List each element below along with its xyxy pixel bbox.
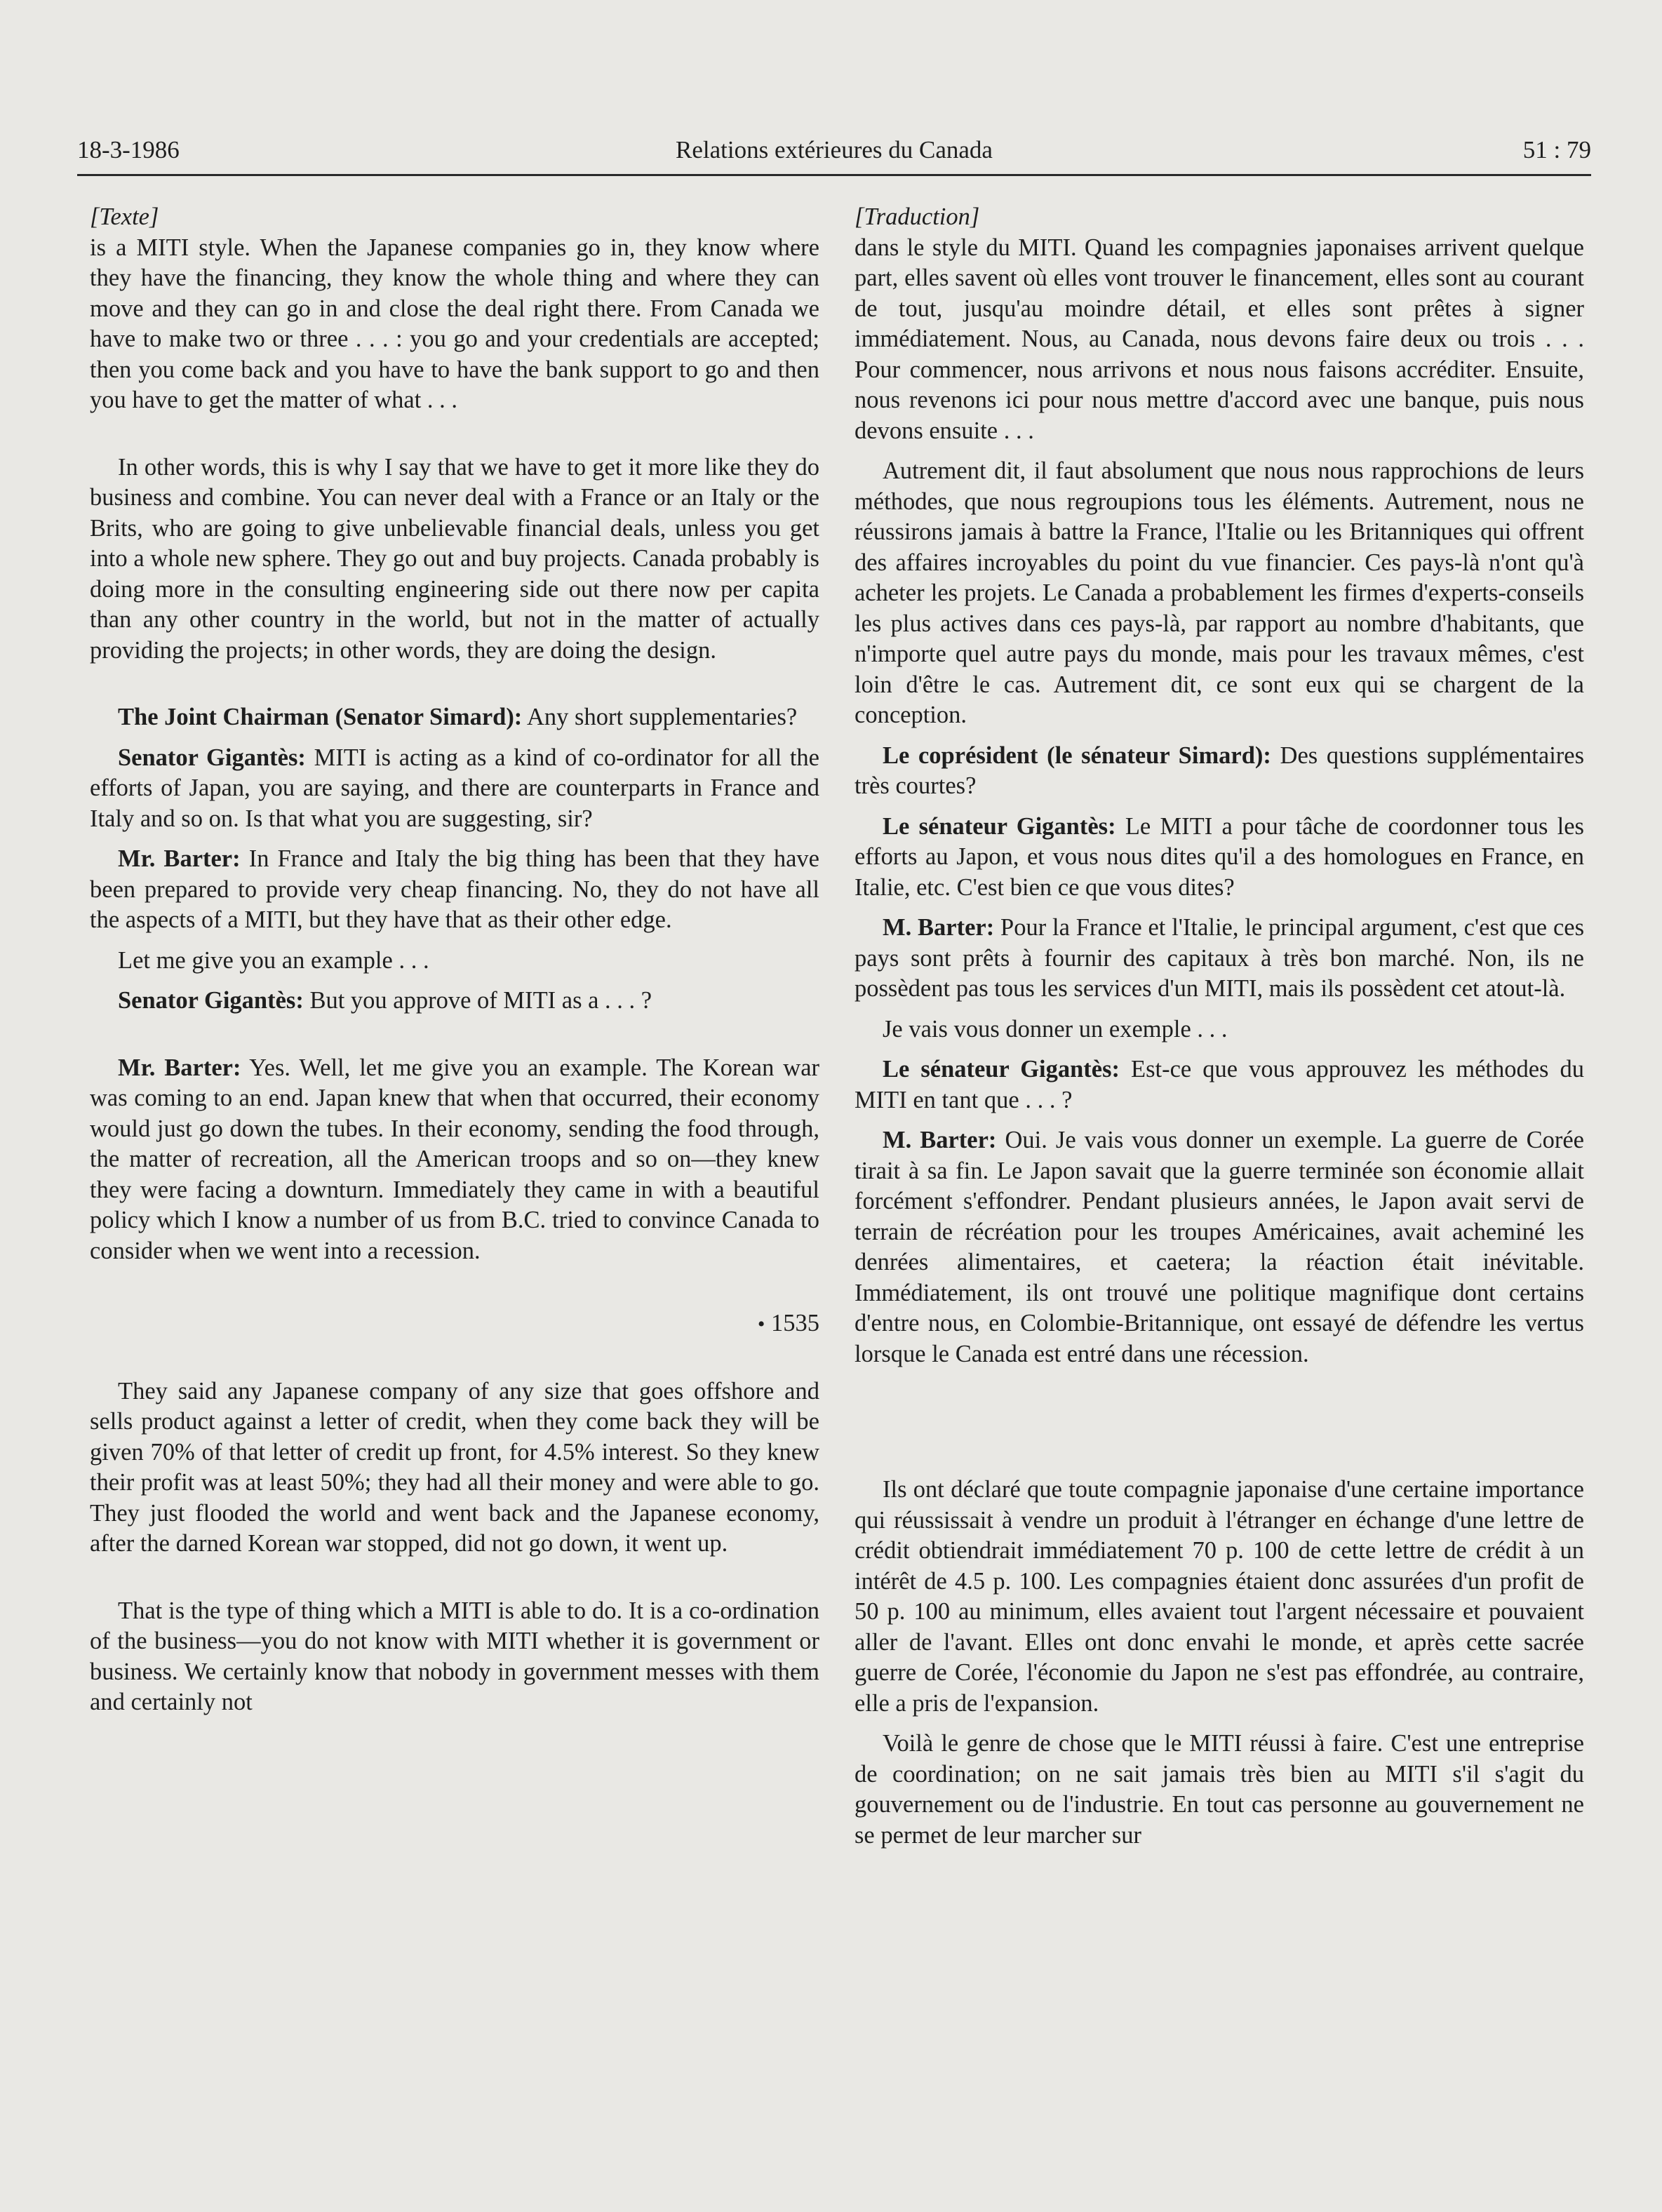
paragraph: Ils ont déclaré que toute compagnie japonaise d'une certaine importance qui réussissait à vendre un produit à l'étranger en échange d'une lettre de crédit obtiendrait immédiatement 70 p. 100 de cette lettre de crédit à un intérêt de 4.5 p. 100. Les compagnies étaient donc assurées d'un profit de 50 p. 100 au minimum, elles avaient tout l'argent nécessaire et pouvaient aller de l'avant. Elles ont donc envahi le monde, et après cette sacrée guerre de Corée, l'économie du Japon ne s'est pas effondrée, au contraire, elle a pris de l'expansion. bbox=[855, 1476, 1584, 1717]
speaker-paragraph bbox=[855, 741, 1584, 802]
speaker-name: Le coprésident (le sénateur Simard): bbox=[883, 742, 1271, 769]
speech-text: Des questions supplémentaires très courtes? bbox=[855, 742, 1585, 799]
time-marker-text: 1535 bbox=[771, 1310, 819, 1336]
speech-text: Yes. Well, let me give you an example. The Korean war was coming to an end. Japan knew that when that occurred, their economy would just go down the tubes. In their economy, sending the food through, the matter of recreation, all the American troops and so on—they knew they were facing a downturn. Immediately they came in with a beautiful policy which I know a number of us from B.C. tried to convince Canada to consider when we went into a recession. bbox=[90, 1054, 819, 1264]
speech-text: Le MITI a pour tâche de coordonner tous les efforts au Japon, et vous nous dites qu'il a des homologues en France, en Italie, etc. C'est bien ce que vous dites? bbox=[855, 812, 1584, 901]
header-date: 18-3-1986 bbox=[77, 136, 180, 163]
time-marker bbox=[90, 1308, 819, 1340]
speaker-paragraph bbox=[90, 844, 819, 936]
speaker-paragraph bbox=[90, 1053, 819, 1267]
speaker-paragraph bbox=[90, 702, 819, 733]
paragraph: is a MITI style. When the Japanese companies go in, they know where they have the financing, they know the whole thing and where they can move and they can go in and close the deal right there. From Canada we have to make two or three . . . : you go and your credentials are accepted; then you come back and you have to have the bank support to go and then you have to get the matter of what . . . bbox=[90, 234, 819, 413]
section-label: [Traduction] bbox=[855, 203, 980, 230]
speaker-name: Senator Gigantès: bbox=[118, 987, 304, 1014]
speaker-name: Le sénateur Gigantès: bbox=[883, 1056, 1120, 1082]
header-page-number: 51 : 79 bbox=[1522, 136, 1591, 163]
speech-text: Any short supplementaries? bbox=[522, 704, 798, 730]
speaker-name: Le sénateur Gigantès: bbox=[883, 812, 1116, 840]
speaker-paragraph bbox=[855, 812, 1584, 904]
page-header bbox=[77, 132, 1591, 176]
speech-text: But you approve of MITI as a . . . ? bbox=[303, 987, 652, 1014]
paragraph: They said any Japanese company of any size that goes offshore and sells product against a letter of credit, when they come back they will be given 70% of that letter of credit up front, for 4.5% interest. So they knew their profit was at least 50%; they had all their money and were able to go. They just flooded the world and went back and the Japanese economy, after the darned Korean war stopped, did not go down, it went up. bbox=[90, 1377, 819, 1557]
speaker-paragraph bbox=[90, 986, 819, 1017]
speaker-name: M. Barter: bbox=[883, 914, 995, 941]
speech-text: MITI is acting as a kind of co-ordinator for all the efforts of Japan, you are saying, and there are counterparts in France and Italy and so on. Is that what you are suggesting, sir? bbox=[90, 744, 819, 832]
right-column bbox=[855, 202, 1584, 1861]
speaker-paragraph bbox=[855, 1125, 1584, 1369]
speech-text: In France and Italy the big thing has been that they have been prepared to provide very cheap financing. No, they do not have all the aspects of a MITI, but they have that as their other edge. bbox=[90, 845, 819, 933]
speech-text: Est-ce que vous approuvez les méthodes du MITI en tant que . . . ? bbox=[855, 1056, 1584, 1113]
paragraph: Autrement dit, il faut absolument que nous nous rapprochions de leurs méthodes, que nous regroupions tous les éléments. Autrement, nous ne réussirons jamais à battre la France, l'Italie ou les Britanniques qui offrent des affaires incroyables du point du vue financier. Ces pays-là n'ont qu'à acheter les projets. Le Canada a probablement les firmes d'experts-conseils les plus actives dans ces pays-là, par rapport au nombre d'habitants, que n'importe quel autre pays du monde, mais pour les travaux mêmes, c'est loin d'être le cas. Autrement dit, ce sont eux qui se chargent de la conception. bbox=[855, 457, 1584, 728]
speaker-paragraph bbox=[855, 1054, 1584, 1115]
speaker-name: Senator Gigantès: bbox=[118, 744, 306, 771]
paragraph: dans le style du MITI. Quand les compagnies japonaises arrivent quelque part, elles savent où elles vont trouver le financement, elles sont au courant de tout, jusqu'au moindre détail, et elles sont prêtes à signer immédiatement. Nous, au Canada, nous devons faire deux ou trois . . . Pour commencer, nous arrivons et nous nous faisons accréditer. Ensuite, nous revenons ici pour nous mettre d'accord avec une banque, puis nous devons ensuite . . . bbox=[855, 234, 1584, 444]
paragraph: Let me give you an example . . . bbox=[118, 946, 429, 974]
bullet-icon: • bbox=[757, 1313, 765, 1336]
speech-text: Pour la France et l'Italie, le principal argument, c'est que ces pays sont prêts à fournir des capitaux à très bon marché. Non, ils ne possèdent pas tous les services d'un MITI, mais ils possèdent cet atout-là. bbox=[855, 914, 1584, 1002]
speech-text: Oui. Je vais vous donner un exemple. La guerre de Corée tirait à sa fin. Le Japon savait que la guerre terminée son économie allait forcément s'effondrer. Pendant plusieurs années, le Japon avait servi de terrain de récréation pour les troupes Américaines, avait acheminé les denrées alimentaires, et caetera; la réaction était inévitable. Immédiatement, ils ont trouvé une politique magnifique dont certains d'entre nous, en Colombie-Britannique, ont essayé de défendre les vertus lorsque le Canada est entré dans une récession. bbox=[855, 1127, 1585, 1367]
header-title: Relations extérieures du Canada bbox=[676, 136, 993, 163]
left-column bbox=[90, 202, 819, 1728]
speaker-name: Mr. Barter: bbox=[118, 1054, 241, 1081]
paragraph: Voilà le genre de chose que le MITI réussi à faire. C'est une entreprise de coordination; on ne sait jamais très bien au MITI s'il s'agit du gouvernement ou de l'industrie. En tout cas personne au gouvernement ne se permet de leur marcher sur bbox=[855, 1730, 1584, 1849]
speaker-name: M. Barter: bbox=[883, 1127, 997, 1153]
paragraph: That is the type of thing which a MITI is able to do. It is a co-ordination of the business—you do not know with MITI whether it is government or business. We certainly know that nobody in government messes with them and certainly not bbox=[90, 1597, 819, 1715]
speaker-name: The Joint Chairman (Senator Simard): bbox=[118, 704, 523, 730]
speaker-paragraph bbox=[90, 743, 819, 835]
paragraph: In other words, this is why I say that we have to get it more like they do business and combine. You can never deal with a France or an Italy or the Brits, who are going to give unbelievable financial deals, unless you get into a whole new sphere. They go out and buy projects. Canada probably is doing more in the consulting engineering side out there now per capita than any other country in the world, but not in the matter of actually providing the projects; in other words, they are doing the design. bbox=[90, 453, 819, 664]
paragraph: Je vais vous donner un exemple . . . bbox=[883, 1015, 1228, 1043]
speaker-paragraph bbox=[855, 913, 1584, 1005]
section-label: [Texte] bbox=[90, 203, 159, 230]
speaker-name: Mr. Barter: bbox=[118, 845, 241, 872]
